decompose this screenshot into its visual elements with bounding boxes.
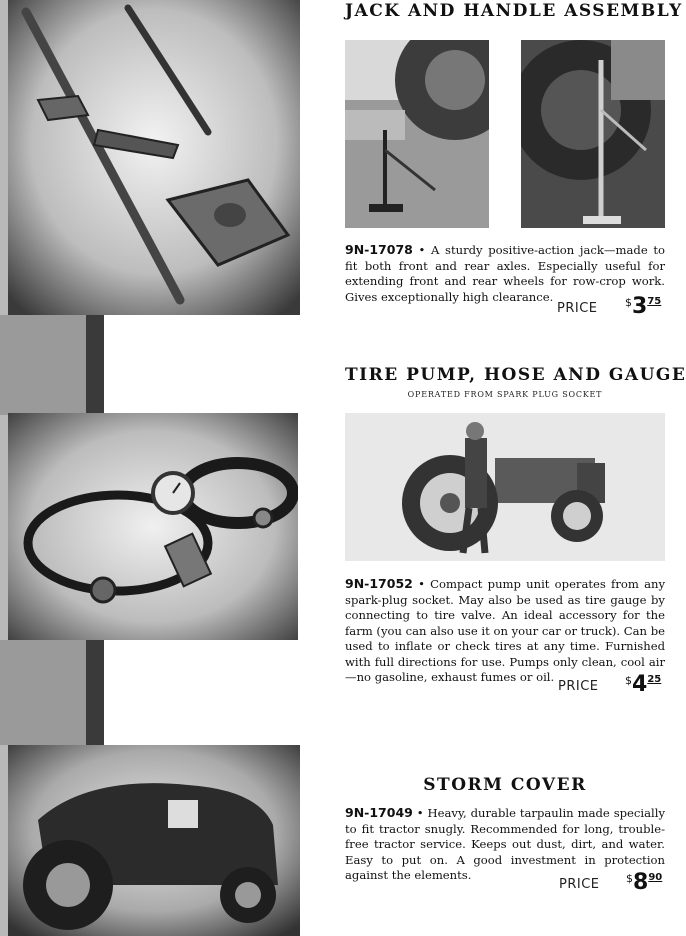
section-title: JACK AND HANDLE ASSEMBLY [345, 1, 683, 21]
left-strip-block [0, 640, 86, 745]
part-number: 9N-17078 [345, 242, 413, 257]
price [625, 294, 661, 319]
price-label: PRICE [559, 877, 600, 892]
description-text: • Compact pump unit operates from any spark-plug socket. May also be used as tire gauge by connecting to tire valve. An ideal accessory for the farm (you can also use it on your car or truck). Can be used to inflate or check tires at any time. Furnished with full directions for use. Pumps only clean, cool air—no gasoline, exhaust fumes or oil. [345, 577, 666, 684]
price-dollar: $ [626, 872, 633, 885]
section-title: STORM COVER [423, 775, 587, 795]
price [626, 870, 662, 895]
price-label: PRICE [558, 679, 599, 694]
part-number: 9N-17052 [345, 576, 413, 591]
price-cents: 75 [647, 296, 662, 307]
jack-in-use-photo [521, 40, 665, 228]
description-text: • A sturdy positive-action jack—made to fit both front and rear axles. Especially useful for extending front and rear wheels for row-crop work. Gives exceptionally high clearance. [345, 243, 665, 304]
item-description [345, 805, 665, 884]
section-title: TIRE PUMP, HOSE AND GAUGE [345, 365, 686, 385]
price-dollar: $ [625, 296, 632, 309]
section-subtitle: OPERATED FROM SPARK PLUG SOCKET [407, 390, 603, 399]
tractor-pump-photo [345, 413, 665, 561]
left-strip-accent [86, 640, 104, 745]
left-strip [0, 0, 8, 936]
left-strip-block [0, 315, 86, 415]
price [625, 672, 661, 697]
jack-in-use-photo [345, 40, 489, 228]
pump-kit-photo [8, 413, 298, 640]
price-cents: 90 [648, 872, 663, 883]
price-whole: 8 [633, 870, 649, 895]
item-description [345, 576, 665, 686]
jack-photo [8, 0, 300, 315]
price-cents: 25 [647, 674, 662, 685]
left-strip-accent [86, 315, 104, 415]
item-description [345, 242, 665, 305]
description-text: • Heavy, durable tarpaulin made specially to fit tractor snugly. Recommended for long, trouble-free tractor service. Keeps out dust, dirt, and water. Easy to put on. A good investment in protection against the elements. [345, 806, 666, 882]
part-number: 9N-17049 [345, 805, 413, 820]
price-dollar: $ [625, 674, 632, 687]
price-whole: 4 [632, 672, 648, 697]
storm-cover-photo [8, 745, 300, 936]
price-label: PRICE [557, 301, 598, 316]
price-whole: 3 [632, 294, 648, 319]
